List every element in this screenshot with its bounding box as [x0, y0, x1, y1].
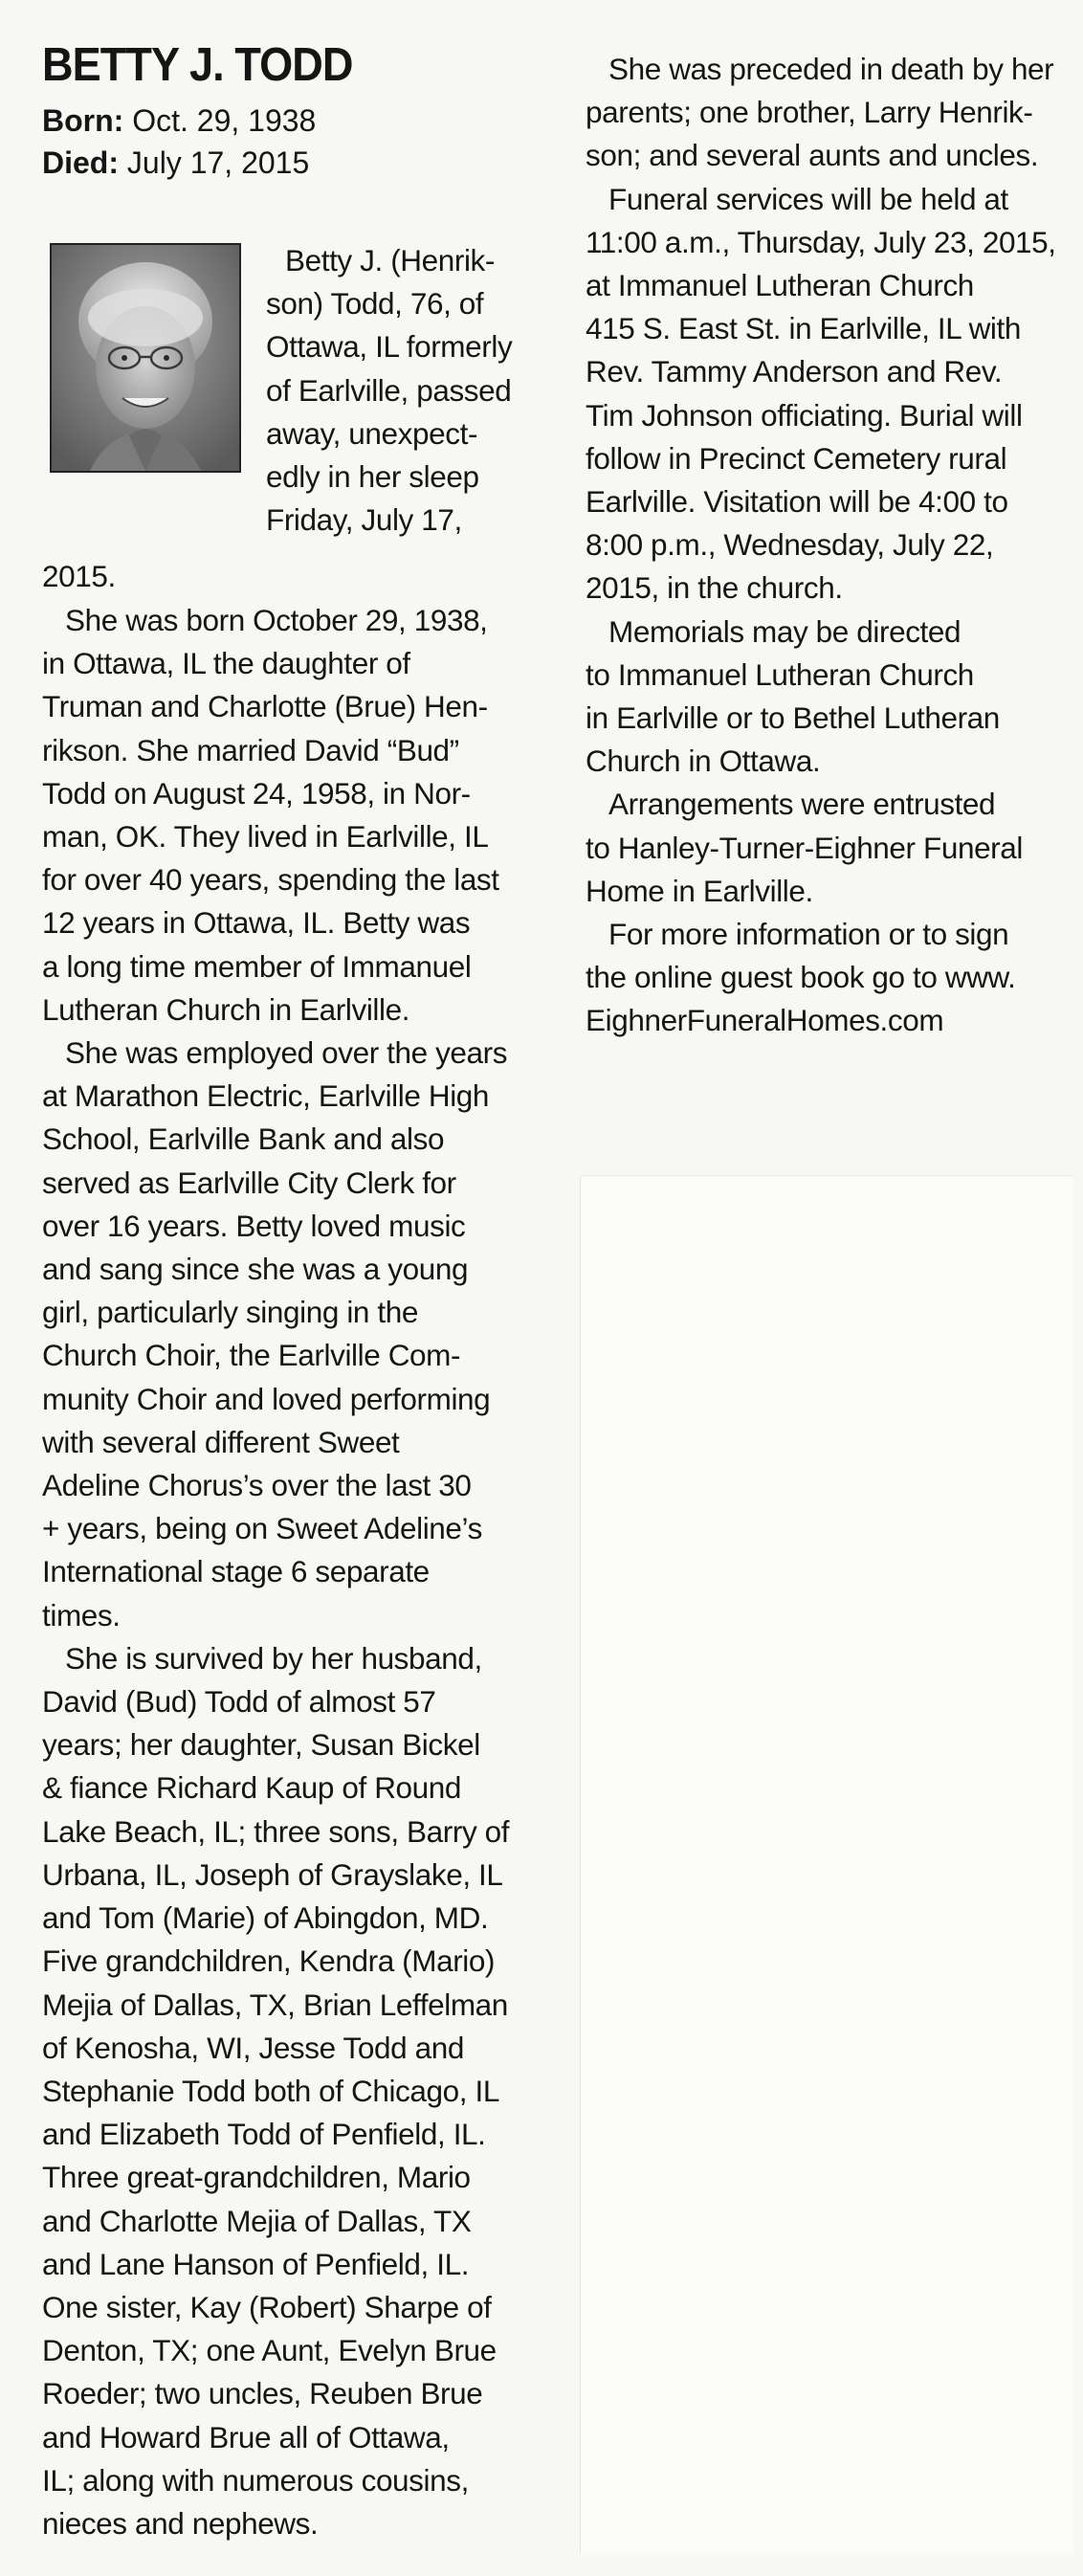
intro-tail-line: 2015.: [42, 559, 116, 593]
body-line: & fiance Richard Kaup of Round: [42, 1770, 462, 1806]
body-line: David (Bud) Todd of almost 57: [42, 1684, 436, 1720]
body-line: the online guest book go to www.: [586, 960, 1016, 995]
body-line: + years, being on Sweet Adeline’s: [42, 1511, 482, 1546]
died-value: July 17, 2015: [126, 145, 310, 180]
body-line: times.: [42, 1597, 121, 1632]
body-line: Lake Beach, IL; three sons, Barry of: [42, 1813, 510, 1849]
portrait-image: [52, 245, 239, 471]
paragraph-employment: [42, 1032, 540, 1637]
body-line: for over 40 years, spending the last: [42, 862, 499, 898]
body-line: Urbana, IL, Joseph of Grayslake, IL: [42, 1856, 503, 1892]
body-line: son; and several aunts and uncles.: [586, 138, 1039, 173]
obituary-dates: [42, 100, 316, 184]
born-label: Born:: [42, 103, 124, 138]
body-line: and Lane Hanson of Penfield, IL.: [42, 2246, 470, 2281]
body-line: 415 S. East St. in Earlville, IL with: [586, 311, 1021, 346]
body-line: at Immanuel Lutheran Church: [586, 268, 974, 303]
died-line: [42, 142, 316, 184]
body-line: to Hanley-Turner-Eighner Funeral: [586, 830, 1023, 865]
body-line: a long time member of Immanuel: [42, 948, 472, 984]
body-line: International stage 6 separate: [42, 1554, 430, 1589]
body-line: years; her daughter, Susan Bickel: [42, 1727, 480, 1763]
body-line: with several different Sweet: [42, 1424, 400, 1459]
paragraph-guestbook: [586, 913, 1083, 1043]
body-line: Earlville. Visitation will be 4:00 to: [586, 484, 1008, 520]
body-line: Five grandchildren, Kendra (Mario): [42, 1943, 496, 1979]
body-line: For more information or to sign: [608, 917, 1009, 952]
intro-line: Betty J. (Henrik-: [285, 243, 495, 278]
body-line: Church in Ottawa.: [586, 744, 821, 779]
body-line: Funeral services will be held at: [608, 181, 1008, 216]
body-line: and Charlotte Mejia of Dallas, TX: [42, 2203, 472, 2238]
obituary-intro: [266, 239, 543, 542]
body-line: IL; along with numerous cousins,: [42, 2462, 469, 2498]
body-line: and Elizabeth Todd of Penfield, IL.: [42, 2117, 486, 2152]
body-line: in Ottawa, IL the daughter of: [42, 646, 410, 681]
born-line: [42, 100, 316, 142]
body-line: parents; one brother, Larry Henrik-: [586, 95, 1033, 130]
body-line: rikson. She married David “Bud”: [42, 732, 459, 767]
body-line: Todd on August 24, 1958, in Nor-: [42, 775, 471, 811]
body-line: Adeline Chorus’s over the last 30: [42, 1468, 472, 1503]
paragraph-preceded: [586, 48, 1083, 178]
paragraph-services: [586, 178, 1083, 611]
body-line: over 16 years. Betty loved music: [42, 1208, 466, 1243]
body-line: nieces and nephews.: [42, 2505, 319, 2541]
intro-line: Friday, July 17,: [266, 502, 462, 538]
paragraph-arrangements: [586, 783, 1083, 913]
body-line: She was preceded in death by her: [608, 52, 1054, 86]
body-line: at Marathon Electric, Earlville High: [42, 1078, 490, 1114]
body-line: girl, particularly singing in the: [42, 1295, 418, 1330]
body-line: and Tom (Marie) of Abingdon, MD.: [42, 1900, 489, 1936]
body-line: Home in Earlville.: [586, 873, 813, 908]
body-line: Denton, TX; one Aunt, Evelyn Brue: [42, 2333, 497, 2368]
intro-line: of Earlville, passed: [266, 372, 512, 408]
paragraph-birth: [42, 599, 540, 1032]
right-column-body: [586, 48, 1083, 1043]
body-line: One sister, Kay (Robert) Sharpe of: [42, 2289, 492, 2324]
body-line: Truman and Charlotte (Brue) Hen-: [42, 689, 488, 724]
intro-line: away, unexpect-: [266, 415, 478, 451]
body-line: She is survived by her husband,: [65, 1640, 482, 1676]
body-line: man, OK. They lived in Earlville, IL: [42, 819, 489, 855]
blank-area: [580, 1175, 1073, 2554]
body-line: Arrangements were entrusted: [608, 787, 996, 822]
body-line: Stephanie Todd both of Chicago, IL: [42, 2073, 499, 2108]
body-line: and sang since she was a young: [42, 1252, 469, 1287]
body-line: 12 years in Ottawa, IL. Betty was: [42, 905, 471, 941]
body-line: Rev. Tammy Anderson and Rev.: [586, 354, 1003, 389]
intro-line: son) Todd, 76, of: [266, 286, 484, 322]
body-line: 8:00 p.m., Wednesday, July 22,: [586, 527, 994, 563]
body-line: and Howard Brue all of Ottawa,: [42, 2419, 450, 2454]
intro-line: edly in her sleep: [266, 459, 479, 495]
funeral-home-website: EighnerFuneralHomes.com: [586, 1003, 944, 1038]
body-line: She was born October 29, 1938,: [65, 603, 488, 637]
body-line: served as Earlville City Clerk for: [42, 1165, 456, 1200]
body-line: Roeder; two uncles, Reuben Brue: [42, 2376, 483, 2411]
died-label: Died:: [42, 145, 119, 180]
body-line: School, Earlville Bank and also: [42, 1121, 445, 1157]
body-line: in Earlville or to Bethel Lutheran: [586, 700, 1000, 736]
intro-paragraph: [266, 239, 543, 542]
body-line: Church Choir, the Earlville Com-: [42, 1338, 461, 1373]
body-line: Tim Johnson officiating. Burial will: [586, 397, 1023, 433]
body-line: Three great-grandchildren, Mario: [42, 2160, 471, 2195]
portrait-photo: [50, 243, 241, 473]
body-line: 2015, in the church.: [586, 570, 843, 606]
body-line: follow in Precinct Cemetery rural: [586, 440, 1007, 476]
body-line: She was employed over the years: [65, 1035, 508, 1071]
intro-line: Ottawa, IL formerly: [266, 329, 513, 365]
paragraph-memorials: [586, 611, 1083, 784]
body-line: munity Choir and loved performing: [42, 1381, 491, 1416]
paragraph-survivors: [42, 1637, 540, 2545]
intro-tail: [42, 555, 540, 598]
body-line: to Immanuel Lutheran Church: [586, 656, 974, 692]
body-line: Memorials may be directed: [608, 613, 961, 649]
obituary-name: BETTY J. TODD: [42, 39, 353, 91]
body-line: Lutheran Church in Earlville.: [42, 991, 410, 1027]
body-line: Mejia of Dallas, TX, Brian Leffelman: [42, 1987, 508, 2022]
born-value: Oct. 29, 1938: [132, 103, 317, 138]
body-line: of Kenosha, WI, Jesse Todd and: [42, 2030, 464, 2065]
body-line: 11:00 a.m., Thursday, July 23, 2015,: [586, 224, 1056, 259]
left-column-body: [42, 599, 540, 2545]
